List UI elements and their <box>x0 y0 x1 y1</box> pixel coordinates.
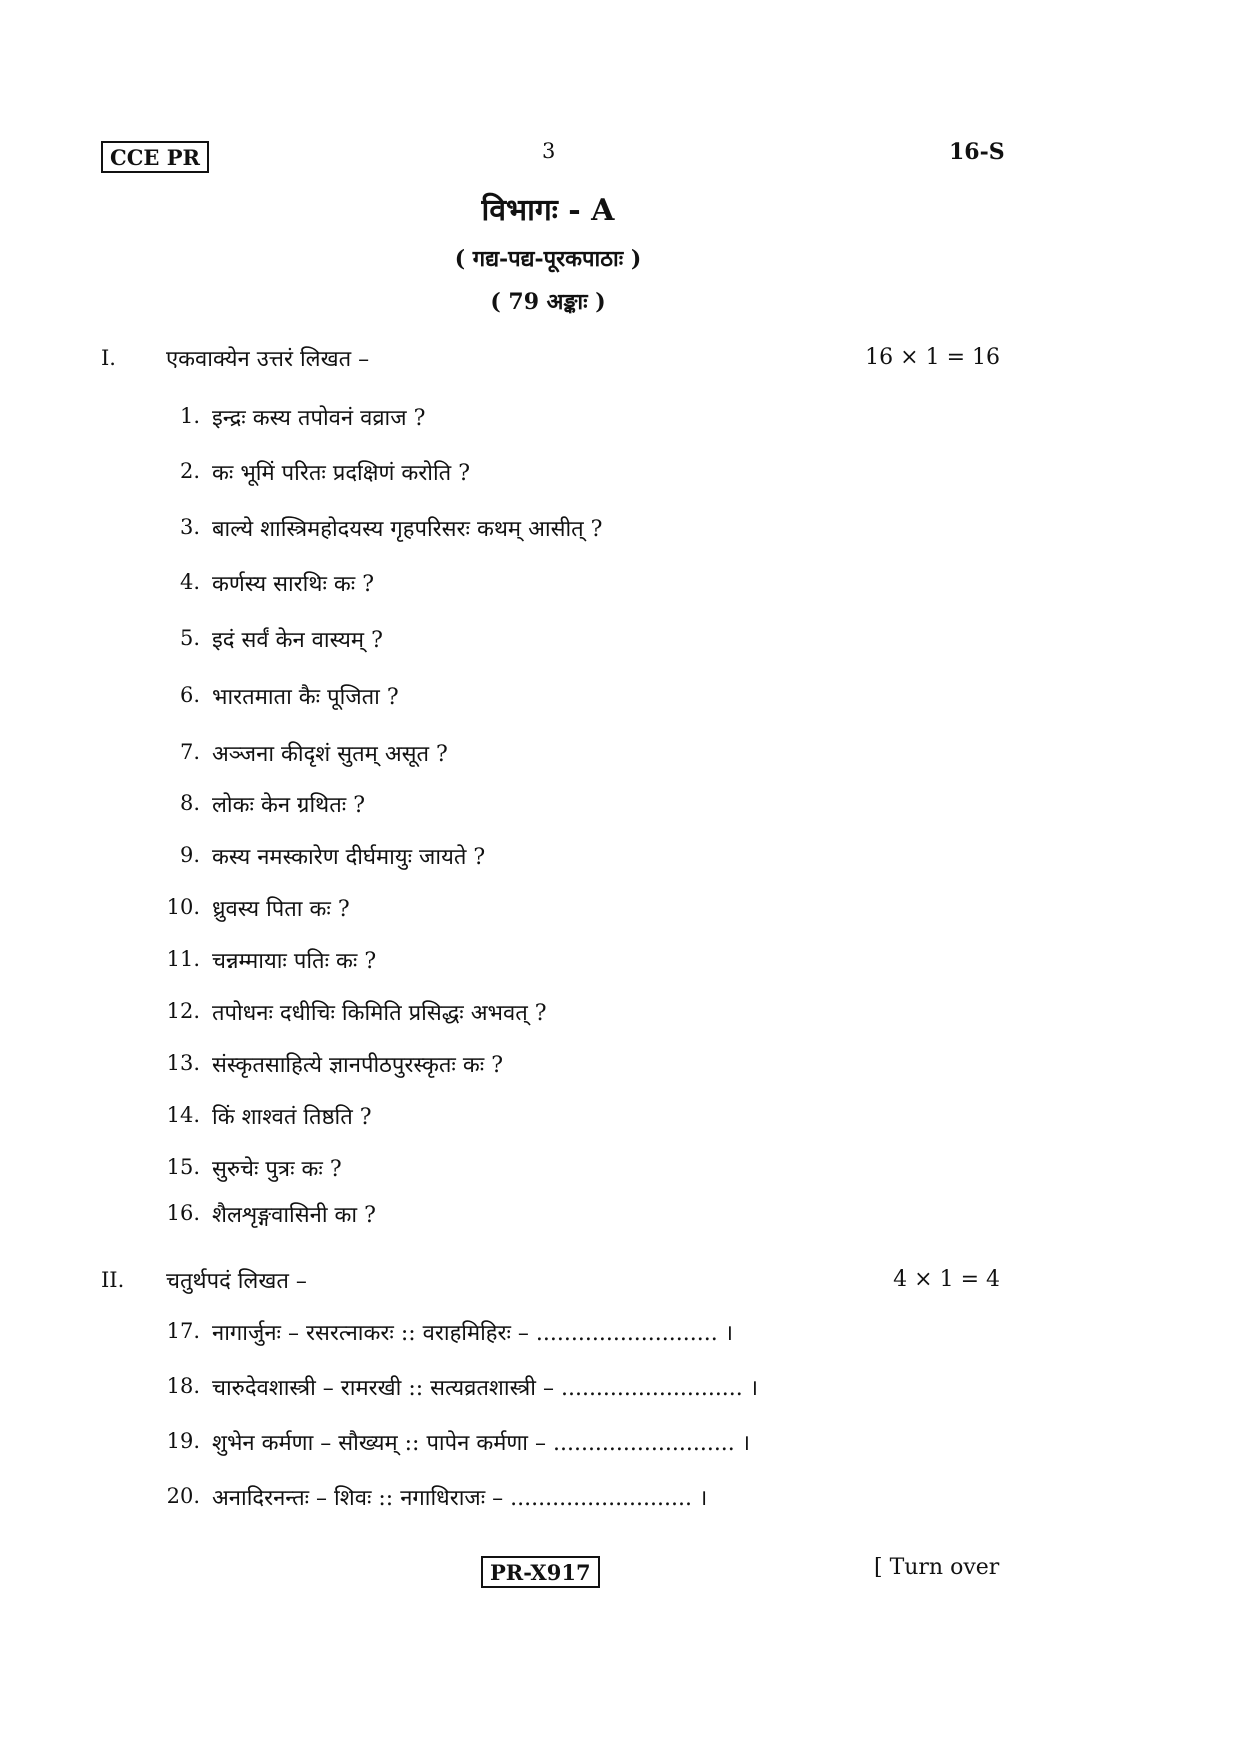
question-number: 17. <box>166 1319 200 1343</box>
question-number: 18. <box>166 1374 200 1398</box>
page-number: 3 <box>542 139 556 163</box>
question-number: 3. <box>179 515 200 539</box>
part1-marks: 16 × 1 = 16 <box>865 345 1000 370</box>
question-number: 13. <box>166 1051 200 1075</box>
part2-instruction: चतुर्थपदं लिखत – <box>166 1269 307 1294</box>
question-text: तपोधनः दधीचिः किमिति प्रसिद्धः अभवत् ? <box>212 1001 547 1026</box>
question-number: 15. <box>166 1155 200 1179</box>
part1-instruction: एकवाक्येन उत्तरं लिखत – <box>166 347 370 372</box>
question-text: संस्कृतसाहित्ये ज्ञानपीठपुरस्कृतः कः ? <box>212 1053 503 1078</box>
question-text: भारतमाता कैः पूजिता ? <box>212 685 399 710</box>
question-text: अनादिरनन्तः – शिवः :: नगाधिराजः – .......................... । <box>212 1486 708 1511</box>
question-text: ध्रुवस्य पिता कः ? <box>212 897 350 922</box>
footer-code-box: PR-X917 <box>481 1556 600 1588</box>
header-right-code: 16-S <box>949 139 1005 165</box>
header-left-box: CCE PR <box>101 141 209 173</box>
section-marks: ( 79 अङ्काः ) <box>490 289 606 315</box>
question-text: चन्नम्मायाः पतिः कः ? <box>212 949 377 974</box>
question-number: 1. <box>179 404 200 428</box>
question-number: 19. <box>166 1429 200 1453</box>
question-text: सुरुचेः पुत्रः कः ? <box>212 1157 342 1182</box>
question-number: 5. <box>179 626 200 650</box>
part2-number: II. <box>101 1268 125 1292</box>
question-number: 8. <box>179 791 200 815</box>
question-number: 2. <box>179 459 200 483</box>
question-number: 11. <box>166 947 200 971</box>
question-number: 16. <box>166 1201 200 1225</box>
question-text: अञ्जना कीदृशं सुतम् असूत ? <box>212 742 448 767</box>
turn-over-text: [ Turn over <box>874 1555 1000 1580</box>
question-number: 6. <box>179 683 200 707</box>
question-text: चारुदेवशास्त्री – रामरखी :: सत्यव्रतशास्त्री – .......................... । <box>212 1376 759 1401</box>
question-text: कस्य नमस्कारेण दीर्घमायुः जायते ? <box>212 845 486 870</box>
question-number: 10. <box>166 895 200 919</box>
question-number: 12. <box>166 999 200 1023</box>
question-number: 9. <box>179 843 200 867</box>
question-text: इन्द्रः कस्य तपोवनं वव्राज ? <box>212 406 426 431</box>
question-text: शुभेन कर्मणा – सौख्यम् :: पापेन कर्मणा – .......................... । <box>212 1431 751 1456</box>
question-text: शैलशृङ्गवासिनी का ? <box>212 1203 376 1228</box>
question-text: किं शाश्वतं तिष्ठति ? <box>212 1105 372 1130</box>
question-number: 4. <box>179 570 200 594</box>
part1-number: I. <box>101 346 116 370</box>
question-text: लोकः केन ग्रथितः ? <box>212 793 365 818</box>
question-text: बाल्ये शास्त्रिमहोदयस्य गृहपरिसरः कथम् आसीत् ? <box>212 517 603 542</box>
question-text: कः भूमिं परितः प्रदक्षिणं करोति ? <box>212 461 471 486</box>
question-text: नागार्जुनः – रसरत्नाकरः :: वराहमिहिरः – .......................... । <box>212 1321 734 1346</box>
question-number: 14. <box>166 1103 200 1127</box>
section-title: विभागः - A <box>481 193 615 228</box>
part2-marks: 4 × 1 = 4 <box>893 1267 1000 1292</box>
question-number: 20. <box>166 1484 200 1508</box>
section-subtitle: ( गद्य-पद्य-पूरकपाठाः ) <box>454 246 642 272</box>
question-number: 7. <box>179 740 200 764</box>
question-text: इदं सर्वं केन वास्यम् ? <box>212 628 383 653</box>
question-text: कर्णस्य सारथिः कः ? <box>212 572 375 597</box>
